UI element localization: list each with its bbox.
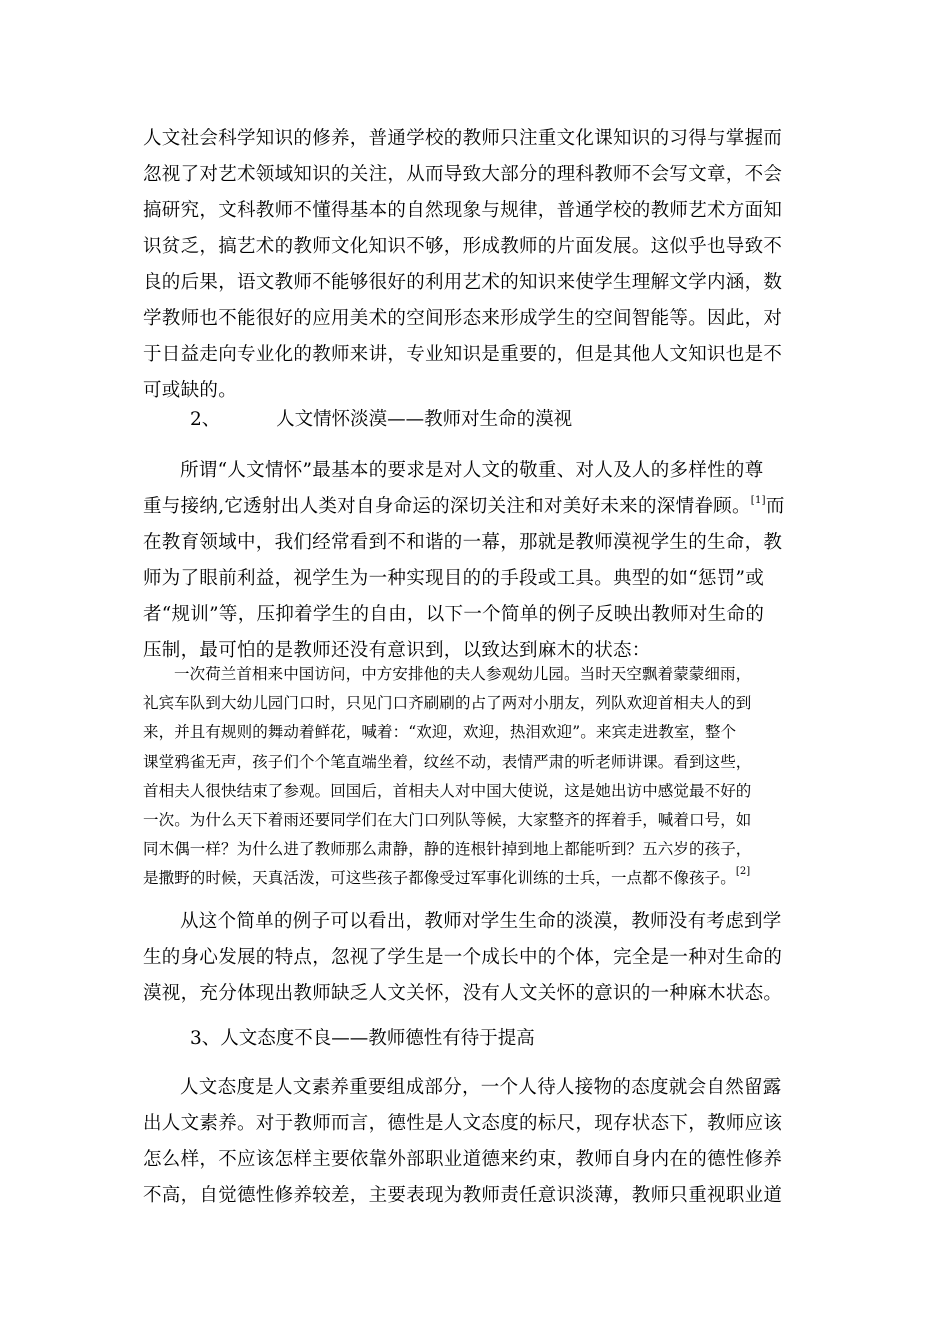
text-segment: 是撒野的时候，天真活泼，可这些孩子都像受过军事化训练的士兵，一点都不像孩子。 xyxy=(143,869,736,888)
paragraph-humanistic-care xyxy=(143,453,807,669)
paragraph-humanities-knowledge xyxy=(143,121,807,409)
text-line: 人文社会科学知识的修养，普通学校的教师只注重文化课知识的习得与掌握而 xyxy=(143,128,783,149)
section-heading-3: 3、人文态度不良——教师德性有待于提高 xyxy=(190,1028,535,1049)
text-line: 人文态度是人文素养重要组成部分，一个人待人接物的态度就会自然留露 xyxy=(180,1077,782,1098)
text-line: 出人文素养。对于教师而言，德性是人文态度的标尺，现存状态下，教师应该 xyxy=(143,1113,783,1134)
citation-2: [2] xyxy=(735,866,751,878)
quote-line: 同木偶一样？为什么进了教师那么肃静，静的连根针掉到地上都能听到？五六岁的孩子， xyxy=(143,840,752,859)
quote-line: 礼宾车队到大幼儿园门口时，只见门口齐刷刷的占了两对小朋友，列队欢迎首相夫人的到 xyxy=(143,694,752,713)
block-quote-example xyxy=(143,660,807,894)
citation-1: [1] xyxy=(750,495,766,506)
text-line: 师为了眼前利益，视学生为一种实现目的的手段或工具。典型的如“惩罚”或 xyxy=(143,568,765,589)
text-line: 怎么样，不应该怎样主要依靠外部职业道德来约束，教师自身内在的德性修养 xyxy=(143,1149,783,1170)
text-line-with-citation xyxy=(143,489,807,525)
text-line: 在教育领域中，我们经常看到不和谐的一幕，那就是教师漠视学生的生命，教 xyxy=(143,532,783,553)
text-line: 者“规训”等，压抑着学生的自由，以下一个简单的例子反映出教师对生命的 xyxy=(143,604,765,625)
text-line: 良的后果，语文教师不能够很好的利用艺术的知识来使学生理解文学内涵，数 xyxy=(143,272,783,293)
heading-number: 2、 xyxy=(190,409,221,430)
quote-line: 来，并且有规则的舞动着鲜花，喊着：“欢迎，欢迎，热泪欢迎”。来宾走进教室，整个 xyxy=(143,723,737,742)
quote-line: 一次。为什么天下着雨还要同学们在大门口列队等候，大家整齐的挥着手，喊着口号，如 xyxy=(143,811,752,830)
text-line: 学教师也不能很好的应用美术的空间形态来形成学生的空间智能等。因此，对 xyxy=(143,308,783,329)
text-line: 于日益走向专业化的教师来讲，专业知识是重要的，但是其他人文知识也是不 xyxy=(143,344,783,365)
text-line: 从这个简单的例子可以看出，教师对学生生命的淡漠，教师没有考虑到学 xyxy=(180,911,782,932)
paragraph-humanistic-attitude xyxy=(143,1070,807,1214)
text-line: 压制，最可怕的是教师还没有意识到，以致达到麻木的状态： xyxy=(143,640,651,661)
text-line: 所谓“人文情怀”最基本的要求是对人文的敬重、对人及人的多样性的尊 xyxy=(180,460,764,481)
quote-line-with-citation xyxy=(143,864,807,893)
quote-line: 课堂鸦雀无声，孩子们个个笔直端坐着，纹丝不动，表情严肃的听老师讲课。看到这些， xyxy=(143,752,752,771)
text-line: 搞研究，文科教师不懂得基本的自然现象与规律，普通学校的教师艺术方面知 xyxy=(143,200,783,221)
text-segment: 而 xyxy=(765,496,785,517)
text-line: 忽视了对艺术领域知识的关注，从而导致大部分的理科教师不会写文章，不会 xyxy=(143,164,783,185)
text-line: 漠视，充分体现出教师缺乏人文关怀，没有人文关怀的意识的一种麻木状态。 xyxy=(143,983,783,1004)
paragraph-example-analysis xyxy=(143,904,807,1012)
text-line: 不高，自觉德性修养较差，主要表现为教师责任意识淡薄，教师只重视职业道 xyxy=(143,1185,783,1206)
quote-line: 一次荷兰首相来中国访问，中方安排他的夫人参观幼儿园。当时天空飘着蒙蒙细雨， xyxy=(174,665,752,683)
text-line: 可或缺的。 xyxy=(143,380,238,401)
heading-text: 人文情怀淡漠——教师对生命的漠视 xyxy=(276,409,573,430)
section-heading-2 xyxy=(190,402,572,438)
text-line: 识贫乏，搞艺术的教师文化知识不够，形成教师的片面发展。这似乎也导致不 xyxy=(143,236,783,257)
quote-line: 首相夫人很快结束了参观。回国后，首相夫人对中国大使说，这是她出访中感觉最不好的 xyxy=(143,781,752,800)
text-segment: 重与接纳,它透射出人类对自身命运的深切关注和对美好未来的深情眷顾。 xyxy=(143,496,751,517)
text-line: 生的身心发展的特点，忽视了学生是一个成长中的个体，完全是一种对生命的 xyxy=(143,947,783,968)
